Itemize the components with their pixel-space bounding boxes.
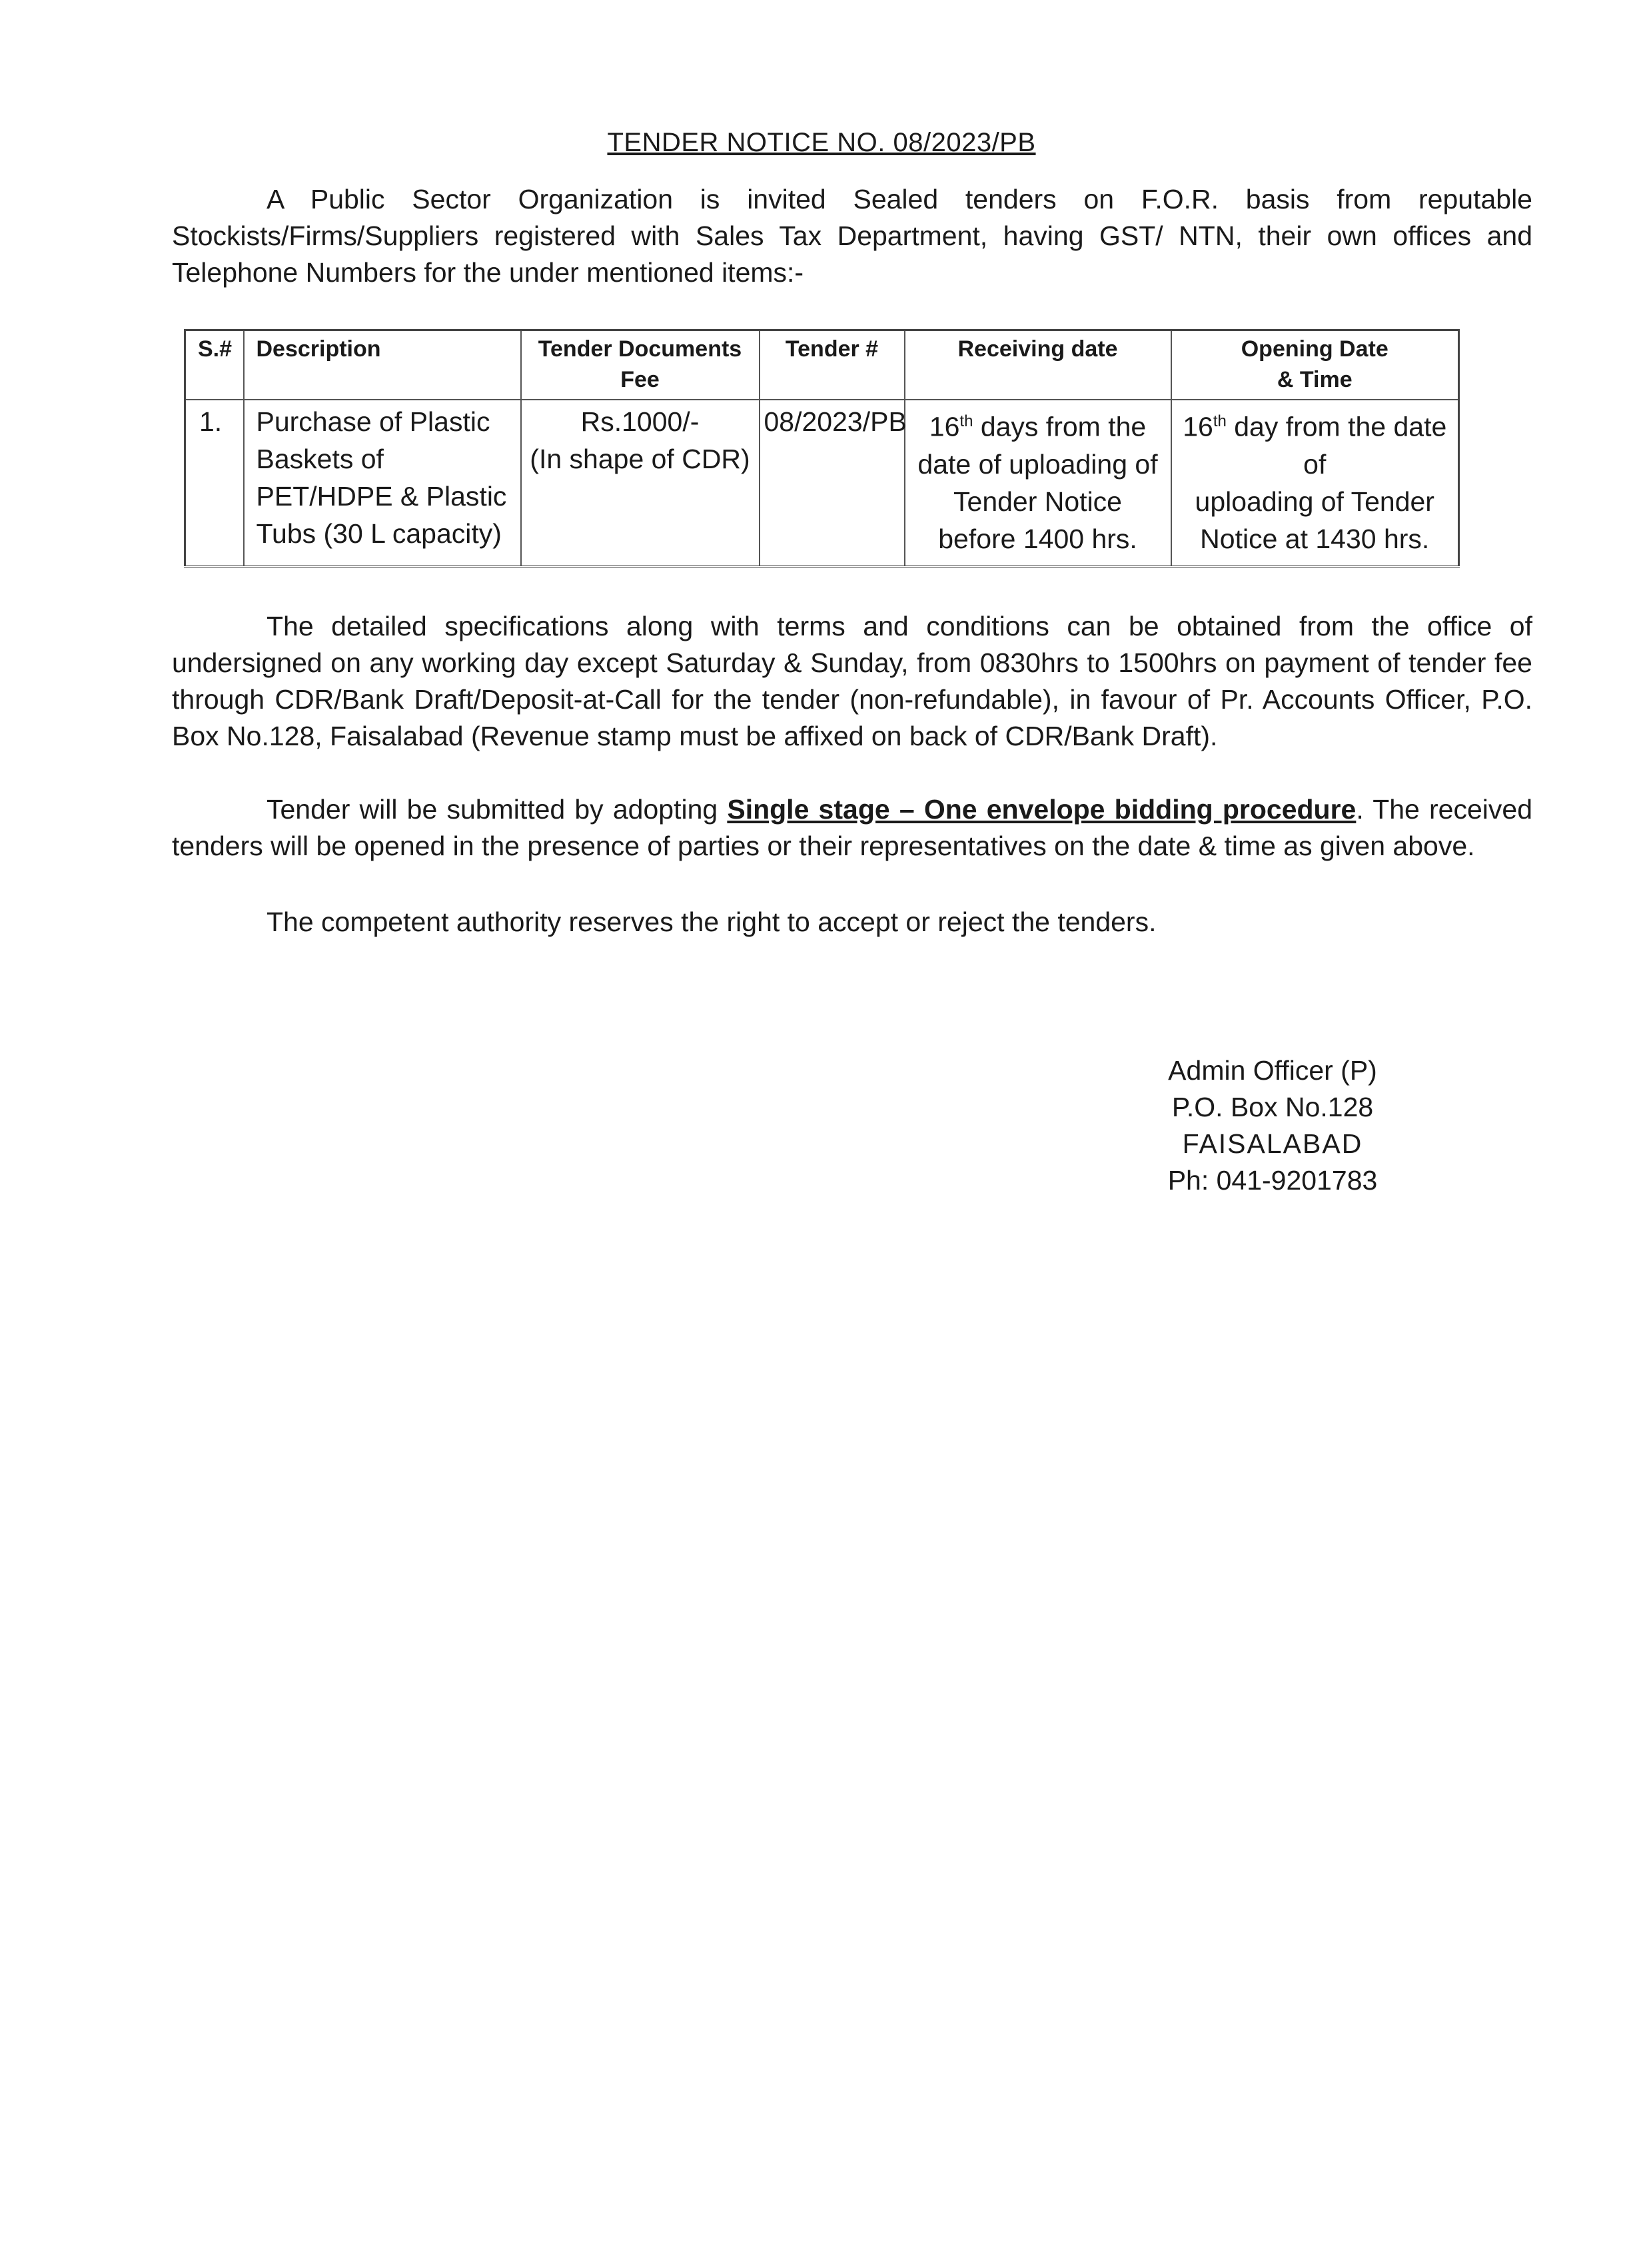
opening-ordinal-number: 16 [1183,411,1213,442]
table-row [185,400,1459,567]
receiving-line: date of uploading of [917,448,1158,480]
opening-line: Notice at 1430 hrs. [1200,523,1430,554]
cell-fee [521,400,760,567]
signatory-city: FAISALABAD [1182,1128,1363,1159]
submission-text-pre: Tender will be submitted by adopting [267,794,728,825]
description-line: Purchase of Plastic [256,406,490,437]
signatory-designation: Admin Officer (P) [1168,1055,1377,1086]
cell-sn: 1. [185,400,244,567]
header-opening-line1: Opening Date [1241,336,1388,362]
receiving-line: Tender Notice [953,486,1122,517]
header-receiving-date: Receiving date [905,330,1171,400]
fee-line: Rs.1000/- [580,406,700,437]
receiving-text: days from the [973,411,1147,442]
submission-paragraph [172,791,1532,865]
notice-title: TENDER NOTICE NO. 08/2023/PB [607,128,1036,157]
description-line: Tubs (30 L capacity) [256,518,502,549]
header-sn: S.# [185,330,244,400]
opening-text: day from the date of [1226,411,1447,480]
specifications-paragraph: The detailed specifications along with terms and conditions can be obtained from the office of undersigned on any working day except Saturday & Sunday, from 0830hrs to 1500hrs on payment of tender fee through CDR/Bank Draft/Deposit-at-Call for the tender (non-refundable), in favour of Pr. Accounts Officer, P.O. Box No.128, Faisalabad (Revenue stamp must be affixed on back of CDR/Bank Draft). [172,611,1532,751]
header-opening-date [1171,330,1459,400]
opening-line [1176,403,1454,483]
signature-block [1139,1052,1406,1199]
fee-line: (In shape of CDR) [530,444,750,474]
tender-table [184,329,1460,568]
header-fee-line2: Fee [620,367,660,392]
intro-paragraph: A Public Sector Organization is invited Sealed tenders on F.O.R. basis from reputable Stockists/Firms/Suppliers registered with Sales Tax Department, having GST/ NTN, their own offices and Telephone Numbers for the under mentioned items:- [172,184,1532,288]
submission-text-post: . The received tenders will be opened in the presence of parties or their representatives on the date & time as given above. [172,794,1532,861]
signatory-phone: Ph: 041-9201783 [1167,1165,1378,1196]
header-tender-no: Tender # [760,330,905,400]
opening-line: uploading of Tender [1195,486,1434,517]
description-line: Baskets of [256,444,384,474]
description-line: PET/HDPE & Plastic [256,481,507,512]
bidding-procedure: Single stage – One envelope bidding procedure [727,794,1357,825]
cell-opening-date [1171,400,1459,567]
opening-ordinal-suffix: th [1213,412,1227,430]
signatory-po-box: P.O. Box No.128 [1171,1092,1374,1122]
receiving-ordinal-number: 16 [929,411,960,442]
receiving-line [909,403,1167,446]
header-fee-line1: Tender Documents [538,336,742,362]
cell-description [244,400,521,567]
header-fee [521,330,760,400]
receiving-line: before 1400 hrs. [938,523,1137,554]
cell-receiving-date [905,400,1171,567]
authority-paragraph: The competent authority reserves the right to accept or reject the tenders. [267,907,1157,937]
table-header-row [185,330,1459,400]
receiving-ordinal-suffix: th [959,412,973,430]
header-description: Description [244,330,521,400]
header-opening-line2: & Time [1277,367,1353,392]
cell-tender-no: 08/2023/PB [760,400,905,567]
